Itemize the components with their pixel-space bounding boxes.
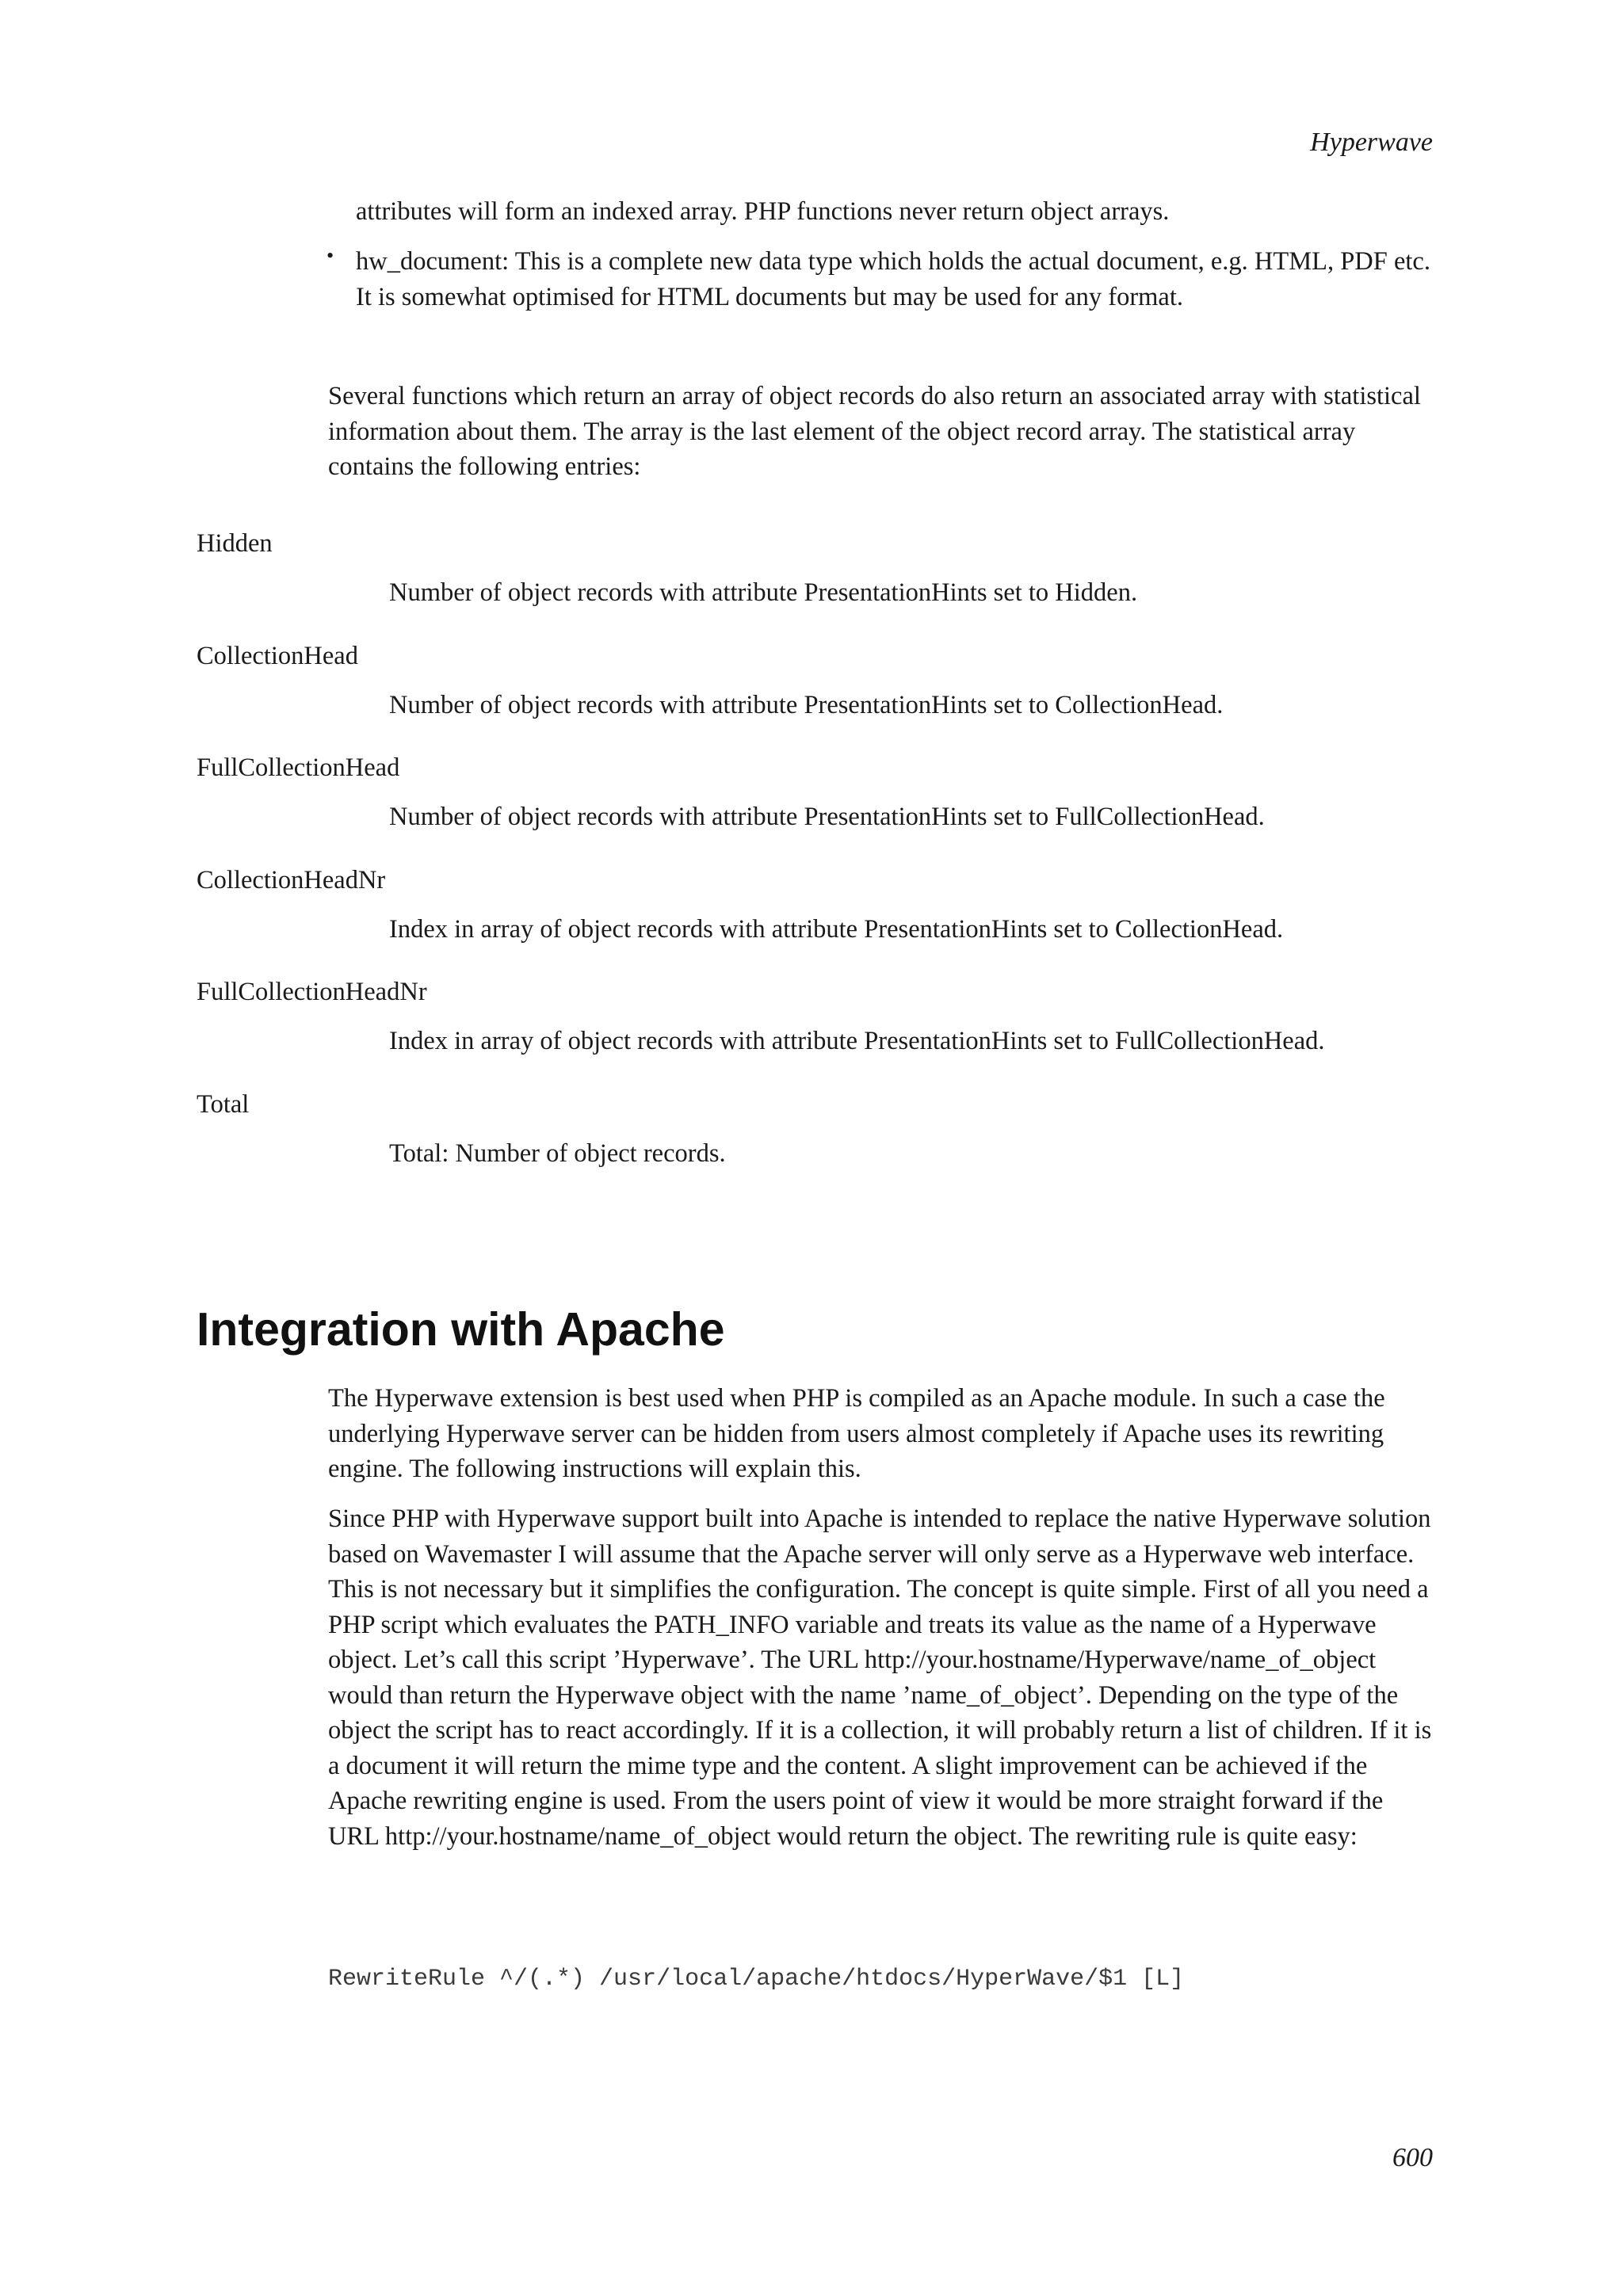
definition-entry (197, 526, 1465, 639)
intro-paragraph: Several functions which return an array of object records do also return an associated array with statistical information about them. The array is the last element of the object record array. The statistical array contains the following entries: (328, 382, 1421, 481)
bullet-text: hw_document: This is a complete new data type which holds the actual document, e.g. HTML, PDF etc. It is somewhat optimised for HTML documents but may be used for any format. (356, 247, 1430, 311)
definition-term: Total (197, 1089, 250, 1119)
definition-description: Index in array of object records with attribute PresentationHints set to CollectionHead. (389, 914, 1284, 944)
section-paragraph: The Hyperwave extension is best used when PHP is compiled as an Apache module. In such a case the underlying Hyperwave server can be hidden from users almost completely if Apache uses its rewriting engine. The following instructions will explain this. (328, 1384, 1385, 1483)
definition-term: Hidden (197, 529, 273, 558)
definition-term: CollectionHeadNr (197, 865, 386, 894)
section-title: Integration with Apache (197, 1303, 725, 1356)
definition-entry (197, 639, 1465, 751)
definition-description: Number of object records with attribute PresentationHints set to Hidden. (389, 578, 1138, 607)
definition-description: Total: Number of object records. (389, 1138, 726, 1168)
definition-description: Number of object records with attribute PresentationHints set to CollectionHead. (389, 690, 1224, 719)
bullet-icon: • (327, 244, 334, 267)
definition-list (197, 526, 1465, 1199)
section-paragraph: Since PHP with Hyperwave support built into Apache is intended to replace the native Hyperwave solution based on Wavemaster I will assume that the Apache server will only serve as a Hyperwave web interface. This is not necessary but it simplifies the configuration. The concept is quite simple. First of all you need a PHP script which evaluates the PATH_INFO variable and treats its value as the name of a Hyperwave object. Let’s call this script ’Hyperwave’. The URL http://your.hostname/Hyperwave/name_of_object would than return the Hyperwave object with the name ’name_of_object’. Depending on the type of the object the script has to react accordingly. If it is a collection, it will probably return a list of children. If it is a document it will return the mime type and the content. A slight improvement can be achieved if the Apache rewriting engine is used. From the users point of view it would be more straight forward if the URL http://your.hostname/name_of_object would return the object. The rewriting rule is quite easy: (328, 1505, 1432, 1851)
definition-entry (197, 1087, 1465, 1199)
definition-term: CollectionHead (197, 641, 358, 670)
definition-entry (197, 974, 1465, 1087)
definition-term: FullCollectionHeadNr (197, 978, 427, 1006)
definition-description: Index in array of object records with attribute PresentationHints set to FullCollectionHead. (389, 1027, 1325, 1055)
definition-entry (197, 863, 1465, 975)
definition-entry (197, 750, 1465, 863)
page-number: 600 (1392, 2143, 1433, 2172)
definition-term: FullCollectionHead (197, 753, 400, 782)
code-block: RewriteRule ^/(.*) /usr/local/apache/htdocs/HyperWave/$1 [L] (328, 1966, 1185, 1993)
definition-description: Number of object records with attribute PresentationHints set to FullCollectionHead. (389, 803, 1265, 831)
continuation-text: attributes will form an indexed array. PHP functions never return object arrays. (356, 197, 1170, 226)
running-header: Hyperwave (1310, 128, 1433, 157)
